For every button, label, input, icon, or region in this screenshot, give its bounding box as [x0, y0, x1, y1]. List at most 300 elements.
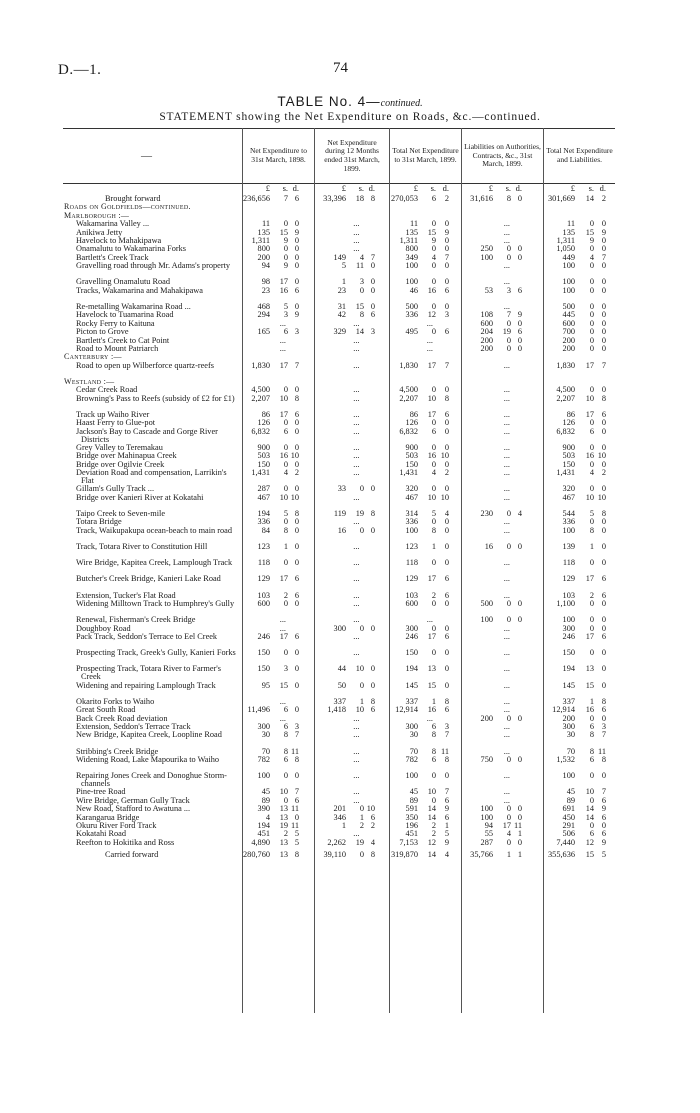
cell-value: 7	[601, 730, 606, 740]
cell-value: 6	[601, 590, 606, 600]
cell-value: ...	[353, 335, 360, 345]
cell-value: 16	[279, 451, 288, 461]
cell-value: 7,440	[556, 837, 575, 847]
cell-value: 6	[283, 327, 288, 337]
unit-label: d.	[292, 183, 299, 193]
cell-value: ...	[503, 590, 510, 600]
cell-value: 11	[441, 746, 449, 756]
cell-value: 0	[506, 713, 511, 723]
cell-value: 0	[431, 277, 436, 287]
cell-value: 700	[562, 327, 575, 337]
cell-value: 129	[405, 574, 418, 584]
row-label: Road to Mount Patriarch	[76, 344, 159, 353]
cell-value: ...	[503, 771, 510, 781]
cell-value: 150	[405, 648, 418, 658]
row-label: Bridge over Kanieri River at Kokatahi	[76, 492, 204, 502]
cell-value: 16	[337, 525, 346, 535]
cell-value: 18	[355, 194, 364, 203]
cell-value: 7	[370, 252, 375, 262]
row-label: Haast Ferry to Glue-pot	[76, 418, 156, 428]
cell-value: 10	[366, 804, 375, 814]
cell-value: 11	[291, 804, 299, 814]
cell-value: 1	[431, 542, 436, 551]
unit-label: £	[265, 183, 270, 193]
cell-value: ...	[279, 335, 286, 345]
cell-value: 8	[370, 696, 375, 706]
cell-value: 5	[294, 837, 299, 847]
statement-heading: STATEMENT showing the Net Expenditure on Roads, &c.—continued.	[159, 111, 541, 123]
cell-value: 0	[506, 318, 511, 328]
cell-value: 0	[589, 713, 594, 723]
cell-value: 5	[341, 261, 346, 271]
cell-value: 5	[589, 509, 594, 518]
cell-value: ...	[503, 360, 510, 370]
cell-value: 3	[294, 327, 299, 337]
cell-value: 16	[585, 705, 594, 715]
cell-value: 467	[562, 492, 575, 502]
row-label: Repairing Jones Creek and Donoghue Storm-channels	[76, 771, 227, 788]
cell-value: 0	[294, 236, 299, 245]
cell-value: 0	[283, 599, 288, 608]
cell-value: 6,832	[251, 426, 270, 436]
cell-value: 0	[444, 599, 449, 608]
row-label: Brought forward	[105, 194, 161, 203]
cell-value: 145	[405, 680, 418, 690]
cell-value: 6	[444, 327, 449, 337]
cell-value: 1	[506, 850, 511, 860]
cell-value: ...	[353, 468, 360, 478]
cell-value: 16	[484, 542, 493, 551]
cell-value: 337	[562, 696, 575, 706]
cell-value: 0	[601, 418, 606, 428]
row-label: Stribbing's Creek Bridge	[76, 746, 159, 756]
cell-value: 0	[601, 680, 606, 690]
cell-value: 6	[294, 590, 299, 600]
cell-value: 7	[283, 194, 288, 203]
row-label: Havelock to Mahakipawa	[76, 236, 162, 245]
cell-value: 8	[294, 509, 299, 518]
cell-value: 6	[283, 426, 288, 436]
cell-value: 200	[480, 713, 493, 723]
cell-value: 0	[294, 443, 299, 452]
cell-value: 150	[257, 664, 270, 674]
cell-value: 591	[405, 804, 418, 814]
cell-value: 0	[506, 344, 511, 353]
cell-value: 300	[562, 623, 575, 633]
cell-value: 6	[589, 829, 594, 839]
cell-value: 544	[562, 509, 575, 518]
cell-value: 8	[601, 755, 606, 764]
cell-value: 0	[283, 244, 288, 254]
cell-value: ...	[503, 696, 510, 706]
cell-value: 9	[601, 837, 606, 847]
cell-value: 0	[444, 542, 449, 551]
cell-value: 1,532	[556, 755, 575, 764]
cell-value: 0	[431, 558, 436, 568]
cell-value: 6	[283, 705, 288, 715]
cell-value: 0	[370, 525, 375, 535]
cell-value: 8	[283, 730, 288, 740]
cell-value: 135	[405, 227, 418, 237]
cell-value: 2,262	[327, 837, 346, 847]
cell-value: ...	[279, 623, 286, 633]
row-label: Carried forward	[105, 850, 159, 860]
cell-value: 6	[444, 410, 449, 419]
cell-value: 0	[370, 623, 375, 633]
cell-value: 17	[585, 410, 594, 419]
cell-value: 800	[257, 244, 270, 254]
cell-value: 15	[279, 680, 288, 690]
cell-value: 10	[427, 492, 436, 502]
cell-value: 451	[257, 829, 270, 839]
row-label: Re-metalling Wakamarina Road ...	[76, 302, 191, 311]
cell-value: 0	[589, 385, 594, 395]
cell-value: 11,496	[247, 705, 270, 715]
row-label: Great South Road	[76, 705, 136, 715]
cell-value: 4	[283, 468, 288, 478]
cell-value: ...	[353, 648, 360, 658]
cell-value: 0	[589, 459, 594, 469]
cell-value: 0	[359, 484, 364, 494]
cell-value: 270,053	[391, 194, 418, 203]
cell-value: 9	[283, 236, 288, 245]
cell-value: 8	[444, 755, 449, 764]
cell-value: 10	[279, 492, 288, 502]
cell-value: 0	[506, 615, 511, 625]
cell-value: 0	[506, 812, 511, 822]
cell-value: 17	[427, 632, 436, 641]
cell-value: 336	[405, 517, 418, 527]
cell-value: 0	[431, 795, 436, 805]
cell-value: 0	[370, 664, 375, 674]
cell-value: 0	[444, 302, 449, 311]
cell-value: 6	[294, 194, 299, 203]
cell-value: 782	[257, 755, 270, 764]
cell-value: ...	[353, 459, 360, 469]
row-label: Extension, Tucker's Flat Road	[76, 590, 176, 600]
cell-value: 0	[506, 837, 511, 847]
cell-value: 16	[427, 285, 436, 295]
cell-value: 468	[257, 302, 270, 311]
column-rule	[389, 128, 390, 1013]
row-label: Track, Waikupakupa ocean-beach to main road	[76, 525, 232, 535]
cell-value: 14	[585, 194, 594, 203]
cell-value: 7	[601, 787, 606, 797]
cell-value: 1,311	[399, 236, 418, 245]
cell-value: 0	[283, 484, 288, 494]
row-label: Bartlett's Creek to Cat Point	[76, 335, 170, 345]
cell-value: 0	[601, 236, 606, 245]
cell-value: 11	[410, 219, 418, 229]
cell-value: 8	[601, 509, 606, 518]
cell-value: 0	[601, 459, 606, 469]
cell-value: ...	[503, 574, 510, 584]
cell-value: 0	[370, 277, 375, 287]
cell-value: 7	[444, 730, 449, 740]
cell-value: 8	[589, 746, 594, 756]
cell-value: 750	[480, 755, 493, 764]
cell-value: 0	[444, 385, 449, 395]
cell-value: 0	[431, 327, 436, 337]
cell-value: 6	[294, 632, 299, 641]
cell-value: 1,431	[556, 468, 575, 478]
cell-value: 19	[355, 509, 364, 518]
cell-value: 19	[355, 837, 364, 847]
cell-value: 8	[294, 393, 299, 403]
cell-value: ...	[353, 492, 360, 502]
cell-value: 100	[405, 525, 418, 535]
cell-value: 86	[409, 410, 418, 419]
cell-value: 200	[562, 344, 575, 353]
cell-value: 0	[517, 713, 522, 723]
cell-value: 0	[506, 755, 511, 764]
cell-value: 467	[405, 492, 418, 502]
row-label: Roads on Goldfields—continued.	[64, 202, 191, 212]
cell-value: 201	[333, 804, 346, 814]
cell-value: 350	[405, 812, 418, 822]
cell-value: 11	[598, 746, 606, 756]
cell-value: 8	[431, 746, 436, 756]
cell-value: ...	[353, 443, 360, 452]
cell-value: 6	[444, 285, 449, 295]
cell-value: 0	[294, 517, 299, 527]
cell-value: 0	[444, 244, 449, 254]
cell-value: ...	[353, 426, 360, 436]
cell-value: 0	[431, 418, 436, 428]
cell-value: 900	[405, 443, 418, 452]
cell-value: 139	[562, 542, 575, 551]
cell-value: 294	[257, 310, 270, 320]
cell-value: 0	[444, 558, 449, 568]
cell-value: 17	[427, 410, 436, 419]
cell-value: 16	[427, 451, 436, 461]
cell-value: 17	[585, 632, 594, 641]
cell-value: ...	[503, 219, 510, 229]
cell-value: ...	[353, 227, 360, 237]
cell-value: 0	[294, 484, 299, 494]
cell-value: 1	[517, 850, 522, 860]
cell-value: 337	[333, 696, 346, 706]
cell-value: 194	[405, 664, 418, 674]
cell-value: 1	[341, 821, 346, 830]
cell-value: 9	[444, 804, 449, 814]
cell-value: 100	[562, 285, 575, 295]
cell-value: 6	[601, 829, 606, 839]
cell-value: ...	[353, 722, 360, 731]
cell-value: 0	[589, 285, 594, 295]
cell-value: 0	[370, 484, 375, 494]
cell-value: 236,656	[243, 194, 270, 203]
cell-value: ...	[503, 787, 510, 797]
cell-value: 0	[589, 821, 594, 830]
row-label: Rocky Ferry to Kaituna	[76, 318, 155, 328]
row-label: Wire Bridge, German Gully Track	[76, 795, 190, 805]
cell-value: 30	[409, 730, 418, 740]
cell-value: 287	[480, 837, 493, 847]
cell-value: 0	[517, 335, 522, 345]
cell-value: 5	[294, 829, 299, 839]
cell-value: 1,830	[556, 360, 575, 370]
cell-value: 12	[427, 310, 436, 320]
cell-value: 8	[294, 850, 299, 860]
cell-value: 0	[431, 443, 436, 452]
cell-value: 165	[257, 327, 270, 337]
cell-value: 98	[261, 277, 270, 287]
cell-value: ...	[503, 468, 510, 478]
cell-value: 600	[257, 599, 270, 608]
cell-value: 8	[370, 850, 375, 860]
cell-value: 31,616	[470, 194, 493, 203]
cell-value: 390	[257, 804, 270, 814]
cell-value: 2	[431, 590, 436, 600]
cell-value: 0	[444, 261, 449, 271]
cell-value: 1	[444, 821, 449, 830]
cell-value: 8	[506, 194, 511, 203]
row-label: Deviation Road and compensation, Larrikin's Flat	[76, 468, 227, 485]
cell-value: 1,050	[556, 244, 575, 254]
cell-value: 319,870	[391, 850, 418, 860]
cell-value: 0	[294, 219, 299, 229]
cell-value: 118	[257, 558, 270, 568]
cell-value: 0	[601, 821, 606, 830]
column-rule	[314, 128, 315, 1013]
cell-value: 6	[283, 755, 288, 764]
cell-value: 23	[337, 285, 346, 295]
cell-value: 0	[601, 335, 606, 345]
cell-value: 0	[589, 277, 594, 287]
row-label: Picton to Grove	[76, 327, 129, 337]
cell-value: 0	[589, 418, 594, 428]
column-header-4: Liabilities on Authorities, Contracts, &c., 31st March, 1899.	[461, 129, 543, 183]
cell-value: 103	[257, 590, 270, 600]
cell-value: 1,830	[251, 360, 270, 370]
cell-value: 150	[562, 648, 575, 658]
cell-value: 123	[405, 542, 418, 551]
row-label: Bridge over Ogilvie Creek	[76, 459, 165, 469]
cell-value: 3	[283, 664, 288, 674]
cell-value: 94	[261, 261, 270, 271]
cell-value: 0	[359, 285, 364, 295]
cell-value: 95	[261, 680, 270, 690]
cell-value: 600	[480, 318, 493, 328]
cell-value: 900	[257, 443, 270, 452]
cell-value: 7	[506, 310, 511, 320]
cell-value: ...	[503, 558, 510, 568]
cell-value: 6	[444, 574, 449, 584]
cell-value: 11	[356, 261, 364, 271]
cell-value: 3	[370, 327, 375, 337]
cell-value: 4	[431, 468, 436, 478]
cell-value: 0	[589, 302, 594, 311]
cell-value: 149	[333, 252, 346, 262]
cell-value: 246	[257, 632, 270, 641]
cell-value: 0	[294, 664, 299, 674]
cell-value: 6	[444, 812, 449, 822]
cell-value: 0	[601, 713, 606, 723]
cell-value: 0	[283, 558, 288, 568]
row-label: Pack Track, Seddon's Terrace to Eel Creek	[76, 632, 218, 641]
cell-value: 118	[405, 558, 418, 568]
cell-value: 0	[444, 219, 449, 229]
cell-value: 17	[279, 277, 288, 287]
cell-value: 0	[517, 194, 522, 203]
cell-value: 14	[427, 850, 436, 860]
cell-value: 9	[283, 261, 288, 271]
unit-label: d.	[599, 183, 606, 193]
cell-value: 44	[337, 664, 346, 674]
cell-value: 449	[562, 252, 575, 262]
cell-value: 300	[405, 722, 418, 731]
cell-value: 0	[601, 484, 606, 494]
cell-value: ...	[353, 410, 360, 419]
cell-value: ...	[426, 713, 433, 723]
unit-label: s.	[505, 183, 511, 193]
cell-value: 17	[585, 574, 594, 584]
cell-value: ...	[503, 705, 510, 715]
cell-value: 12,914	[552, 705, 575, 715]
cell-value: 0	[283, 648, 288, 658]
cell-value: 0	[601, 664, 606, 674]
cell-value: 6	[431, 722, 436, 731]
unit-label: s.	[358, 183, 364, 193]
cell-value: 0	[370, 302, 375, 311]
cell-value: 300	[257, 722, 270, 731]
cell-value: 600	[562, 318, 575, 328]
cell-value: 89	[261, 795, 270, 805]
cell-value: 13	[279, 850, 288, 860]
cell-value: 2	[283, 829, 288, 839]
cell-value: 145	[562, 680, 575, 690]
cell-value: 8	[370, 194, 375, 203]
cell-value: 135	[562, 227, 575, 237]
cell-value: 0	[506, 244, 511, 254]
cell-value: 0	[444, 484, 449, 494]
cell-value: ...	[353, 385, 360, 395]
cell-value: ...	[503, 410, 510, 419]
row-label: Track, Totara River to Constitution Hill	[76, 542, 208, 551]
cell-value: 337	[405, 696, 418, 706]
cell-value: 0	[444, 236, 449, 245]
cell-value: 8	[359, 310, 364, 320]
cell-value: 0	[444, 443, 449, 452]
cell-value: 0	[294, 426, 299, 436]
cell-value: ...	[353, 451, 360, 461]
cell-value: ...	[503, 525, 510, 535]
cell-value: 0	[589, 771, 594, 781]
cell-value: 196	[405, 821, 418, 830]
cell-value: 9	[601, 804, 606, 814]
cell-value: 0	[601, 525, 606, 535]
cell-value: 200	[562, 713, 575, 723]
cell-value: 100	[257, 771, 270, 781]
cell-value: 6	[294, 285, 299, 295]
cell-value: ...	[279, 318, 286, 328]
column-header-2: Net Expenditure during 12 Months ended 31st March, 1899.	[314, 129, 389, 183]
cell-value: 4,500	[556, 385, 575, 395]
cell-value: 0	[431, 302, 436, 311]
cell-value: 1,311	[251, 236, 270, 245]
cell-value: 0	[506, 542, 511, 551]
cell-value: 10	[585, 393, 594, 403]
cell-value: 150	[257, 459, 270, 469]
cell-value: 0	[589, 318, 594, 328]
cell-value: 2	[283, 590, 288, 600]
cell-value: 0	[589, 648, 594, 658]
cell-value: 5	[283, 302, 288, 311]
cell-value: 45	[409, 787, 418, 797]
table-title-continued: continued.	[380, 98, 423, 109]
cell-value: 246	[562, 632, 575, 641]
